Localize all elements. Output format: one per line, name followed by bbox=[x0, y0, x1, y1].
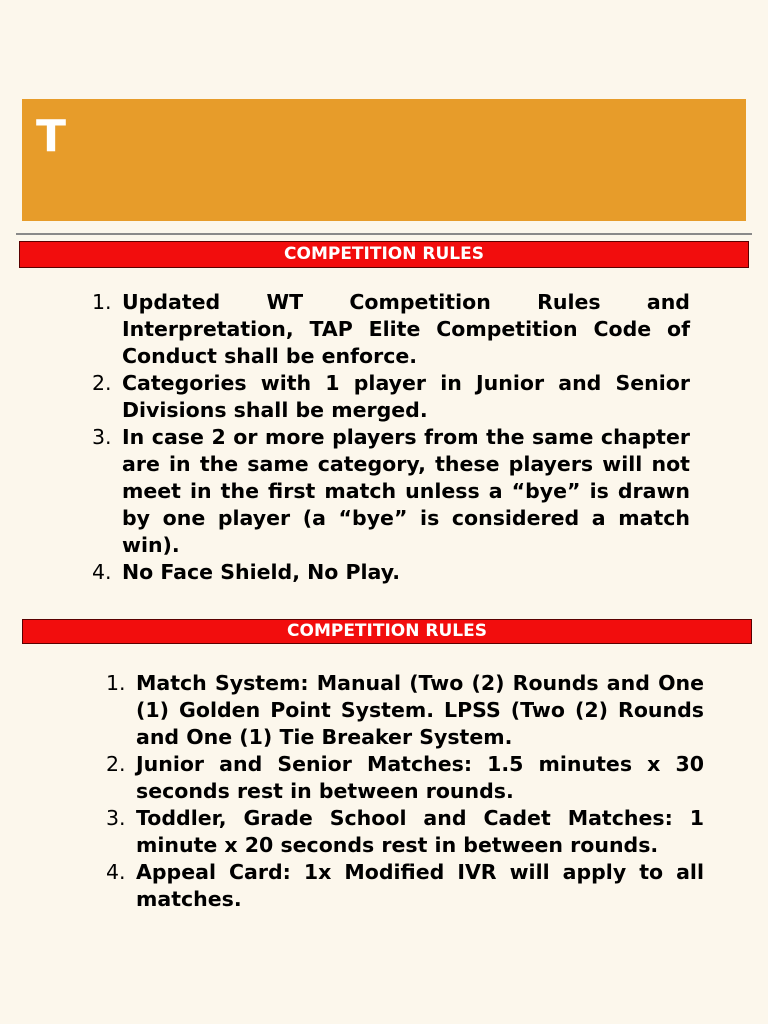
list-item bbox=[92, 424, 690, 559]
list-item bbox=[106, 751, 704, 805]
rules-list-1 bbox=[92, 289, 690, 586]
divider bbox=[16, 233, 752, 235]
list-item bbox=[92, 370, 690, 424]
list-item-text: Appeal Card: 1x Modified IVR will apply to all matches. bbox=[136, 860, 704, 911]
list-item-text: Junior and Senior Matches: 1.5 minutes x 30 seconds rest in between rounds. bbox=[136, 752, 704, 803]
list-item-number: 3. bbox=[92, 425, 112, 449]
list-item-number: 4. bbox=[106, 860, 126, 884]
section-title-competition-rules-1: COMPETITION RULES bbox=[19, 241, 749, 268]
list-item bbox=[106, 670, 704, 751]
header-title: T bbox=[36, 111, 67, 162]
list-item-number: 1. bbox=[106, 671, 126, 695]
list-item-number: 2. bbox=[92, 371, 112, 395]
list-item-text: Toddler, Grade School and Cadet Matches: 1 minute x 20 seconds rest in between rounds. bbox=[136, 806, 704, 857]
list-item-number: 4. bbox=[92, 560, 112, 584]
list-item-text: Match System: Manual (Two (2) Rounds and One (1) Golden Point System. LPSS (Two (2) Rounds and One (1) Tie Breaker System. bbox=[136, 671, 704, 749]
list-item bbox=[106, 859, 704, 913]
list-item bbox=[92, 559, 690, 586]
header-banner bbox=[22, 99, 746, 221]
list-item-number: 1. bbox=[92, 290, 112, 314]
rules-list-2 bbox=[106, 670, 704, 913]
list-item bbox=[106, 805, 704, 859]
list-item-text: No Face Shield, No Play. bbox=[122, 560, 401, 584]
list-item-number: 2. bbox=[106, 752, 126, 776]
list-item-text: Updated WT Competition Rules and Interpretation, TAP Elite Competition Code of Conduct shall be enforce. bbox=[122, 290, 690, 368]
list-item-number: 3. bbox=[106, 806, 126, 830]
list-item bbox=[92, 289, 690, 370]
section-title-competition-rules-2: COMPETITION RULES bbox=[22, 619, 752, 644]
list-item-text: In case 2 or more players from the same chapter are in the same category, these players will not meet in the first match unless a “bye” is drawn by one player (a “bye” is considered a match win). bbox=[122, 425, 690, 557]
list-item-text: Categories with 1 player in Junior and Senior Divisions shall be merged. bbox=[122, 371, 690, 422]
